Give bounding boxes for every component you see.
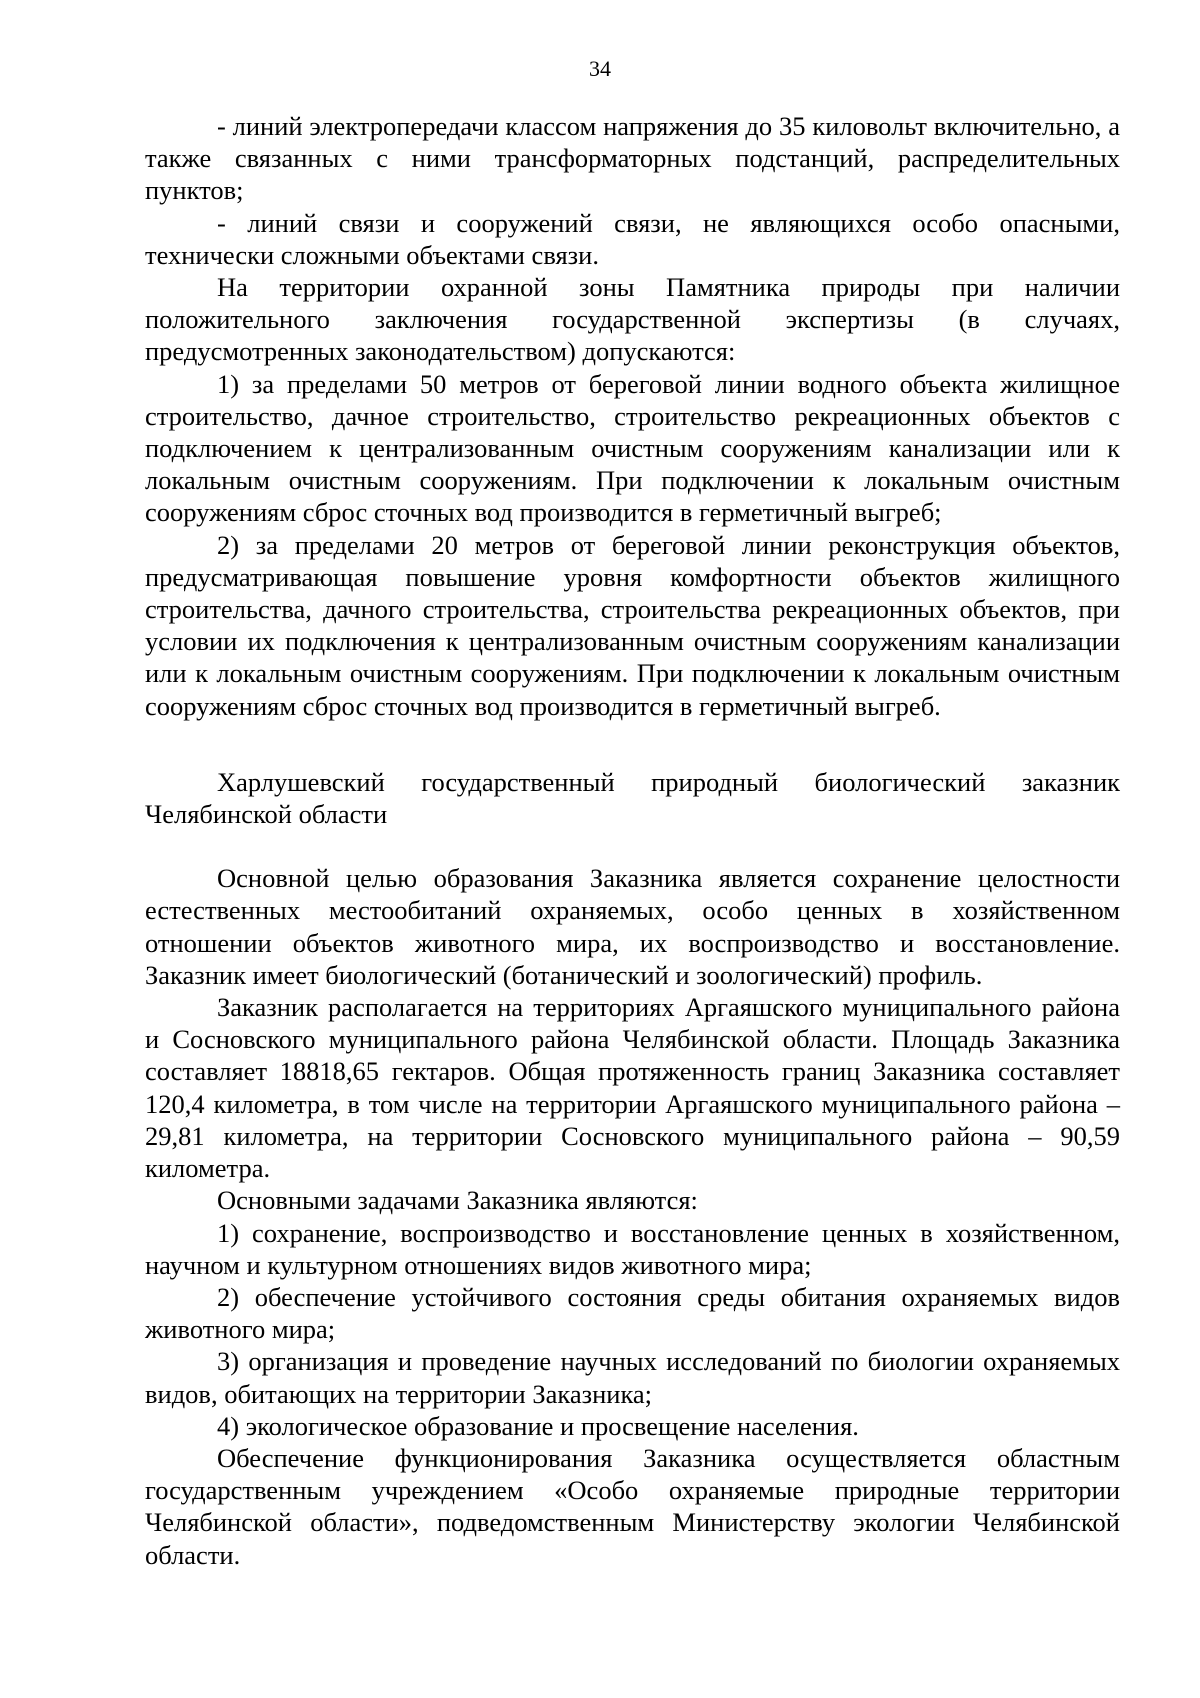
paragraph-communication-lines: - линий связи и сооружений связи, не являющихся особо опасными, технически сложными объектами связи. bbox=[145, 207, 1120, 270]
paragraph-item-50-meters: 1) за пределами 50 метров от береговой линии водного объекта жилищное строительство, дачное строительство, строительство рекреационных объектов с подключением к централизованным очистным сооружениям канализации или к локальным очистным сооружениям. При подключении к локальным очистным сооружениям сброс сточных вод производится в герметичный выгреб; bbox=[145, 368, 1120, 528]
paragraph-task-3: 3) организация и проведение научных исследований по биологии охраняемых видов, обитающих на территории Заказника; bbox=[145, 1346, 1120, 1409]
document-body bbox=[145, 110, 1120, 1571]
paragraph-task-1: 1) сохранение, воспроизводство и восстановление ценных в хозяйственном, научном и культурном отношениях видов животного мира; bbox=[145, 1217, 1120, 1280]
section-spacer bbox=[145, 830, 1120, 862]
section-spacer bbox=[145, 722, 1120, 766]
paragraph-task-2: 2) обеспечение устойчивого состояния среды обитания охраняемых видов животного мира; bbox=[145, 1281, 1120, 1345]
paragraph-item-20-meters: 2) за пределами 20 метров от береговой линии реконструкция объектов, предусматривающая повышение уровня комфортности объектов жилищного строительства, дачного строительства, строительства рекреационных объектов, при условии их подключения к централизованным очистным сооружениям канализации или к локальным очистным сооружениям. При подключении к локальным очистным сооружениям сброс сточных вод производится в герметичный выгреб. bbox=[145, 529, 1120, 721]
paragraph-reserve-goal: Основной целью образования Заказника является сохранение целостности естественных местообитаний охраняемых, особо ценных в хозяйственном отношении объектов животного мира, их воспроизводство и восстановление. Заказник имеет биологический (ботанический и зоологический) профиль. bbox=[145, 863, 1120, 990]
paragraph-protection-zone-intro: На территории охранной зоны Памятника природы при наличии положительного заключения государственной экспертизы (в случаях, предусмотренных законодательством) допускаются: bbox=[145, 272, 1120, 367]
paragraph-power-lines: - линий электропередачи классом напряжения до 35 киловольт включительно, а также связанных с ними трансформаторных подстанций, распределительных пунктов; bbox=[145, 111, 1120, 206]
paragraph-tasks-intro: Основными задачами Заказника являются: bbox=[217, 1185, 698, 1216]
section-heading-reserve: Харлушевский государственный природный биологический заказник Челябинской области bbox=[145, 766, 1120, 830]
paragraph-operation: Обеспечение функционирования Заказника осуществляется областным государственным учреждением «Особо охраняемые природные территории Челябинской области», подведомственным Министерству экологии Челябинской области. bbox=[145, 1442, 1120, 1570]
page-number: 34 bbox=[589, 56, 611, 81]
paragraph-task-4: 4) экологическое образование и просвещение населения. bbox=[217, 1410, 859, 1441]
paragraph-reserve-location: Заказник располагается на территориях Аргаяшского муниципального района и Сосновского муниципального района Челябинской области. Площадь Заказника составляет 18818,65 гектаров. Общая протяженность границ Заказника составляет 120,4 километра, в том числе на территории Аргаяшского муниципального района – 29,81 километра, на территории Сосновского муниципального района – 90,59 километра. bbox=[145, 992, 1120, 1184]
